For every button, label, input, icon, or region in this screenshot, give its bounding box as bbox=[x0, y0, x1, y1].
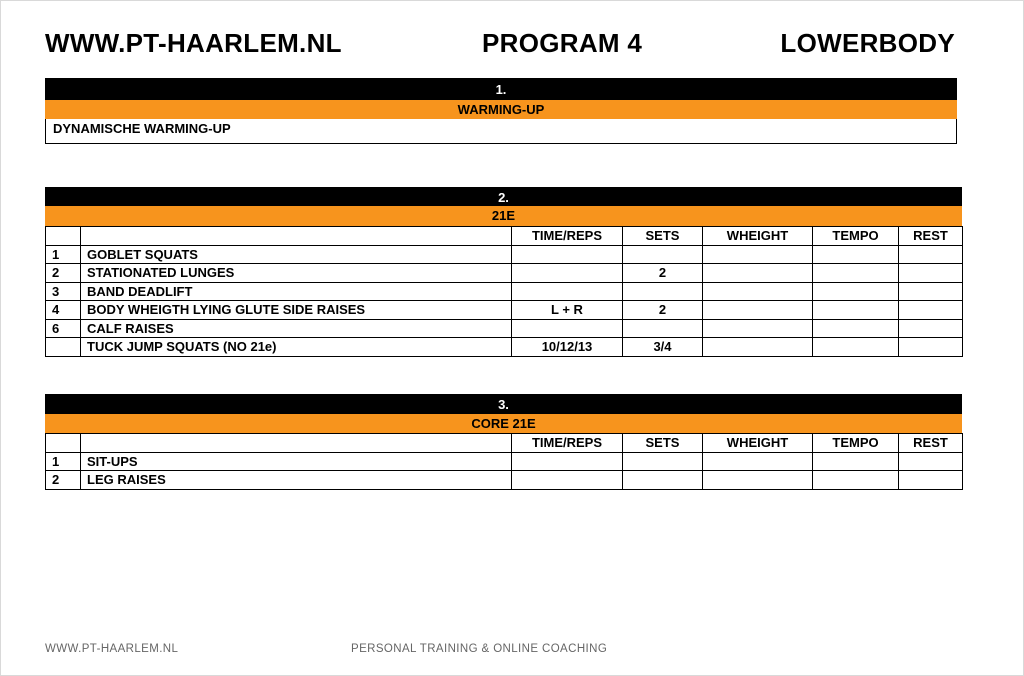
tempo-cell bbox=[813, 319, 899, 338]
column-header: WHEIGHT bbox=[703, 227, 813, 246]
tempo-cell bbox=[813, 301, 899, 320]
rest-cell bbox=[899, 245, 963, 264]
row-number: 2 bbox=[46, 471, 81, 490]
header-num-cell bbox=[46, 434, 81, 453]
header-site: WWW.PT-HAARLEM.NL bbox=[45, 28, 342, 58]
warming-up-note: DYNAMISCHE WARMING-UP bbox=[45, 119, 957, 144]
section-number: 3. bbox=[45, 394, 962, 414]
sets-cell: 3/4 bbox=[623, 338, 703, 357]
table-row bbox=[46, 471, 963, 490]
header-num-cell bbox=[46, 227, 81, 246]
row-number: 6 bbox=[46, 319, 81, 338]
table-header-row bbox=[46, 227, 963, 246]
time-reps-cell bbox=[512, 452, 623, 471]
column-header: SETS bbox=[623, 434, 703, 453]
rest-cell bbox=[899, 319, 963, 338]
time-reps-cell: 10/12/13 bbox=[512, 338, 623, 357]
rest-cell bbox=[899, 452, 963, 471]
tempo-cell bbox=[813, 338, 899, 357]
exercise-name: TUCK JUMP SQUATS (NO 21e) bbox=[81, 338, 512, 357]
rest-cell bbox=[899, 282, 963, 301]
row-number: 2 bbox=[46, 264, 81, 283]
time-reps-cell bbox=[512, 282, 623, 301]
section-number: 2. bbox=[45, 187, 962, 206]
wheight-cell bbox=[703, 338, 813, 357]
table-row bbox=[46, 301, 963, 320]
time-reps-cell bbox=[512, 245, 623, 264]
time-reps-cell: L + R bbox=[512, 301, 623, 320]
exercise-name: STATIONATED LUNGES bbox=[81, 264, 512, 283]
column-header: WHEIGHT bbox=[703, 434, 813, 453]
table-header-row bbox=[46, 434, 963, 453]
tempo-cell bbox=[813, 245, 899, 264]
time-reps-cell bbox=[512, 471, 623, 490]
rest-cell bbox=[899, 264, 963, 283]
row-number: 1 bbox=[46, 245, 81, 264]
exercise-name: BODY WHEIGTH LYING GLUTE SIDE RAISES bbox=[81, 301, 512, 320]
wheight-cell bbox=[703, 301, 813, 320]
time-reps-cell bbox=[512, 264, 623, 283]
wheight-cell bbox=[703, 471, 813, 490]
exercise-name: LEG RAISES bbox=[81, 471, 512, 490]
wheight-cell bbox=[703, 319, 813, 338]
exercise-name: CALF RAISES bbox=[81, 319, 512, 338]
section-title: WARMING-UP bbox=[45, 100, 957, 119]
row-number: 4 bbox=[46, 301, 81, 320]
column-header: TIME/REPS bbox=[512, 434, 623, 453]
exercise-table bbox=[45, 433, 963, 490]
wheight-cell bbox=[703, 245, 813, 264]
column-header: REST bbox=[899, 227, 963, 246]
table-row bbox=[46, 264, 963, 283]
column-header: REST bbox=[899, 434, 963, 453]
column-header: TEMPO bbox=[813, 434, 899, 453]
exercise-table bbox=[45, 226, 963, 357]
header-focus: LOWERBODY bbox=[780, 28, 955, 58]
footer-site: WWW.PT-HAARLEM.NL bbox=[45, 643, 179, 655]
section-title: CORE 21E bbox=[45, 414, 962, 433]
sets-cell: 2 bbox=[623, 301, 703, 320]
rest-cell bbox=[899, 338, 963, 357]
header-program: PROGRAM 4 bbox=[482, 28, 643, 58]
section-title: 21E bbox=[45, 206, 962, 226]
column-header: TIME/REPS bbox=[512, 227, 623, 246]
row-number: 3 bbox=[46, 282, 81, 301]
header-name-cell bbox=[81, 227, 512, 246]
sets-cell bbox=[623, 319, 703, 338]
section-number: 1. bbox=[45, 78, 957, 100]
tempo-cell bbox=[813, 282, 899, 301]
time-reps-cell bbox=[512, 319, 623, 338]
sets-cell bbox=[623, 471, 703, 490]
exercise-name: BAND DEADLIFT bbox=[81, 282, 512, 301]
exercise-name: SIT-UPS bbox=[81, 452, 512, 471]
table-row bbox=[46, 319, 963, 338]
rest-cell bbox=[899, 471, 963, 490]
page-header bbox=[45, 28, 955, 62]
wheight-cell bbox=[703, 264, 813, 283]
tempo-cell bbox=[813, 264, 899, 283]
section-21e bbox=[45, 187, 962, 357]
exercise-name: GOBLET SQUATS bbox=[81, 245, 512, 264]
sets-cell bbox=[623, 282, 703, 301]
tempo-cell bbox=[813, 452, 899, 471]
table-row bbox=[46, 452, 963, 471]
wheight-cell bbox=[703, 452, 813, 471]
table-row bbox=[46, 245, 963, 264]
footer-tagline: PERSONAL TRAINING & ONLINE COACHING bbox=[351, 643, 608, 655]
sets-cell bbox=[623, 452, 703, 471]
column-header: TEMPO bbox=[813, 227, 899, 246]
section-core-21e bbox=[45, 394, 962, 490]
tempo-cell bbox=[813, 471, 899, 490]
row-number: 1 bbox=[46, 452, 81, 471]
wheight-cell bbox=[703, 282, 813, 301]
table-row bbox=[46, 338, 963, 357]
sets-cell: 2 bbox=[623, 264, 703, 283]
sets-cell bbox=[623, 245, 703, 264]
header-name-cell bbox=[81, 434, 512, 453]
column-header: SETS bbox=[623, 227, 703, 246]
row-number bbox=[46, 338, 81, 357]
table-row bbox=[46, 282, 963, 301]
rest-cell bbox=[899, 301, 963, 320]
section-warming-up bbox=[45, 78, 957, 144]
